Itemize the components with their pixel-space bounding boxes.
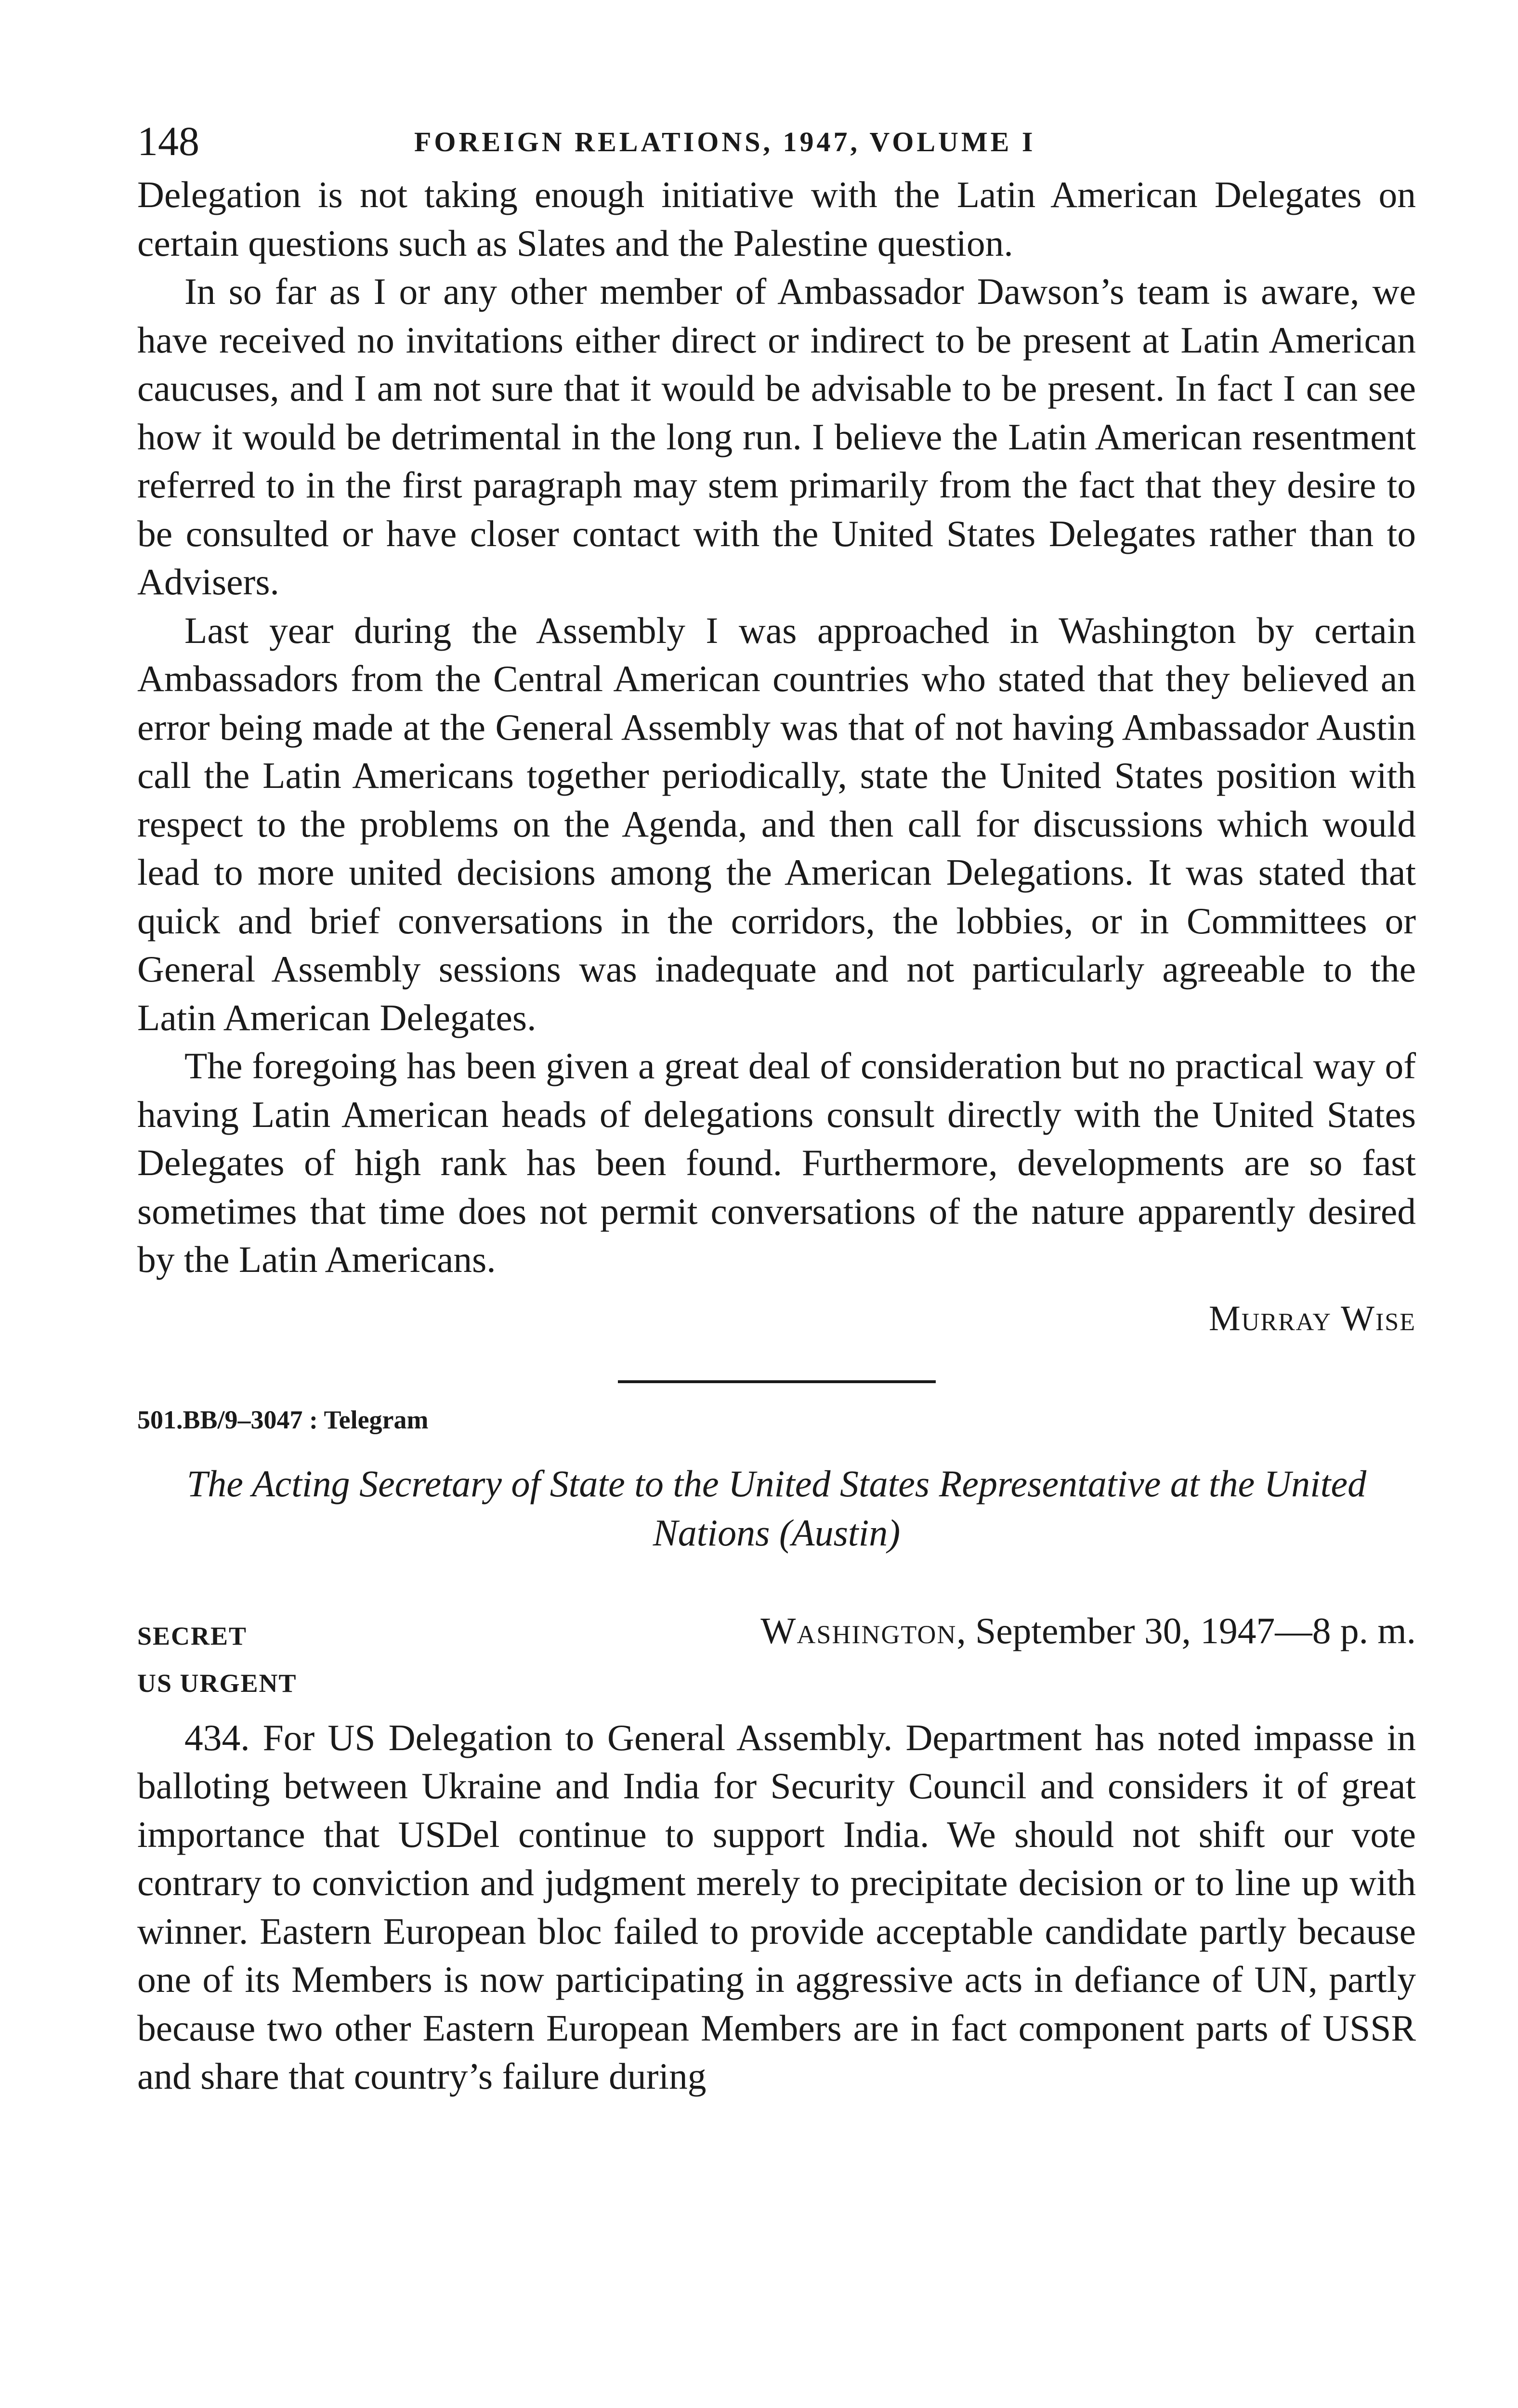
telegram-paragraph: 434. For US Delegation to General Assembly. Department has noted impasse in balloting between Ukraine and India for Security Council and considers it of great importance that USDel continue to support India. We should not shift our vote contrary to conviction and judgment merely to precipitate decision or to line up with winner. Eastern European bloc failed to provide acceptable candidate partly because one of its Members is now participating in aggressive acts in defiance of UN, partly because two other Eastern European Members are in fact component parts of USSR and share that country’s failure during [137, 1716, 1416, 2097]
dateline-place: Washington [760, 1610, 957, 1651]
memo-paragraph-2: In so far as I or any other member of Ambassador Dawson’s team is aware, we have received no invitations either direct or indirect to be present at Latin American caucuses, and I am not sure that it would be advisable to be present. In fact I can see how it would be detrimental in the long run. I believe the Latin American resentment referred to in the first paragraph may stem primarily from the fact that they desire to be consulted or have closer contact with the United States Delegates rather than to Advisers. [137, 271, 1416, 602]
memo-paragraph-4: The foregoing has been given a great deal of consideration but no practical way of having Latin American heads of delegations consult directly with the United States Delegates of high rank has been found. Furthermore, developments are so fast sometimes that time does not permit conversations of the nature apparently desired by the Latin Americans. [137, 1045, 1416, 1280]
section-divider [618, 1380, 936, 1383]
classification-secret: SECRET [137, 1621, 248, 1650]
document-page [137, 111, 1416, 2101]
document-title: The Acting Secretary of State to the United States Representative at the United Nations (Austin) [186, 1462, 1367, 1554]
running-title: FOREIGN RELATIONS, 1947, VOLUME I [414, 126, 1036, 157]
memo-paragraph-3: Last year during the Assembly I was approached in Washington by certain Ambassadors from the Central American countries who stated that they believed an error being made at the General Assembly was that of not having Ambassador Austin call the Latin Americans together periodically, state the United States position with respect to the problems on the Agenda, and then call for discussions which would lead to more united decisions among the American Delegations. It was stated that quick and brief conversations in the corridors, the lobbies, or in Committees or General Assembly sessions was inadequate and not particularly agreeable to the Latin American Delegates. [137, 609, 1416, 1038]
classification-urgent: US URGENT [137, 1668, 297, 1698]
file-reference: 501.BB/9–3047 : Telegram [137, 1405, 429, 1434]
telegram-header [137, 1610, 1416, 1707]
memo-paragraph-1: Delegation is not taking enough initiative with the Latin American Delegates on certain questions such as Slates and the Palestine question. [137, 174, 1416, 264]
running-head [137, 111, 1416, 169]
signature: Murray Wise [1208, 1298, 1416, 1338]
dateline-date: , September 30, 1947—8 p. m. [956, 1610, 1416, 1651]
dateline [760, 1610, 1416, 1651]
page-number: 148 [137, 118, 199, 164]
